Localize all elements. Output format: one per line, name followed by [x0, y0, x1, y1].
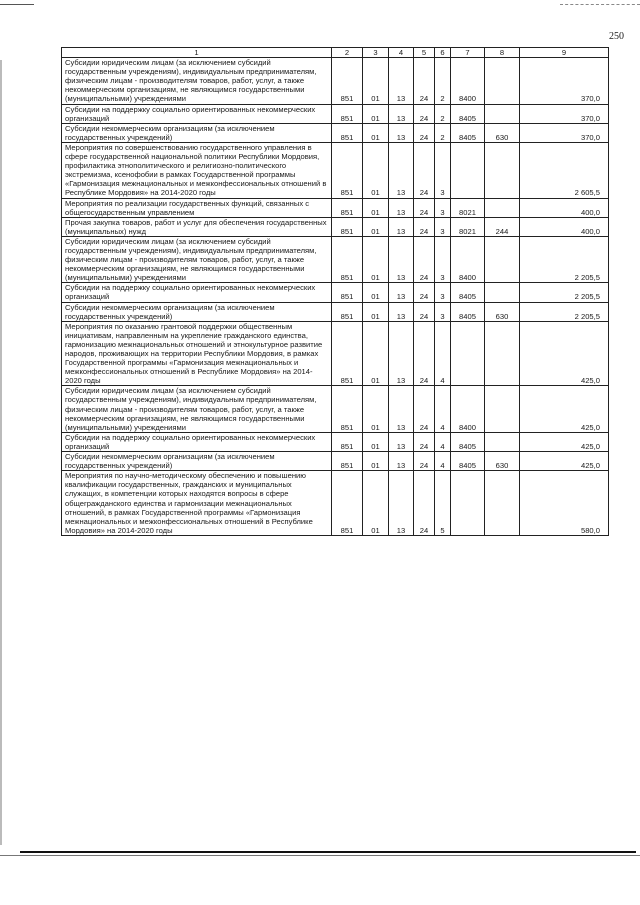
cell-target-code: 8405: [451, 302, 485, 321]
cell-program: 24: [414, 432, 435, 451]
cell-program: 24: [414, 58, 435, 104]
cell-target-code: [451, 471, 485, 536]
item-name: Субсидии на поддержку социально ориентированных некоммерческих организаций: [62, 283, 332, 302]
cell-target-code: 8400: [451, 386, 485, 432]
cell-subprogram: 3: [435, 236, 451, 282]
scan-artifact-line: [0, 4, 34, 5]
cell-subprogram: 4: [435, 452, 451, 471]
item-name: Субсидии на поддержку социально ориентированных некоммерческих организаций: [62, 432, 332, 451]
item-name: Прочая закупка товаров, работ и услуг для обеспечения государственных (муниципальных) нужд: [62, 217, 332, 236]
cell-subsection: 13: [389, 142, 414, 198]
cell-amount: 2 605,5: [520, 142, 609, 198]
cell-subprogram: 3: [435, 198, 451, 217]
column-header: 3: [363, 48, 389, 58]
table-row: [62, 471, 609, 536]
table-row: [62, 104, 609, 123]
cell-section: 01: [363, 283, 389, 302]
cell-program: 24: [414, 217, 435, 236]
cell-subprogram: 3: [435, 142, 451, 198]
cell-subsection: 13: [389, 283, 414, 302]
cell-admin-code: 851: [332, 58, 363, 104]
cell-amount: 425,0: [520, 452, 609, 471]
cell-target-code: [451, 142, 485, 198]
cell-target-code: 8400: [451, 236, 485, 282]
cell-section: 01: [363, 217, 389, 236]
cell-amount: 370,0: [520, 123, 609, 142]
table-row: [62, 432, 609, 451]
table-row: [62, 452, 609, 471]
cell-amount: 425,0: [520, 386, 609, 432]
cell-admin-code: 851: [332, 386, 363, 432]
cell-target-code: 8405: [451, 283, 485, 302]
cell-subsection: 13: [389, 123, 414, 142]
cell-expense-type: [485, 432, 520, 451]
column-header: 2: [332, 48, 363, 58]
cell-program: 24: [414, 452, 435, 471]
scan-bottom-edge: [20, 851, 636, 853]
cell-amount: 580,0: [520, 471, 609, 536]
cell-amount: 400,0: [520, 217, 609, 236]
column-header: 9: [520, 48, 609, 58]
item-name: Субсидии юридическим лицам (за исключением субсидий государственным учреждениям), индивидуальным предпринимателям, физическим лицам - производителям товаров, работ, услуг, а также некоммерческим организациям, не являющимся государственными (муниципальными) учреждениями: [62, 58, 332, 104]
cell-amount: 2 205,5: [520, 302, 609, 321]
cell-amount: 425,0: [520, 432, 609, 451]
cell-expense-type: [485, 471, 520, 536]
cell-expense-type: 630: [485, 302, 520, 321]
table-row: [62, 236, 609, 282]
cell-subprogram: 4: [435, 386, 451, 432]
cell-admin-code: 851: [332, 236, 363, 282]
cell-target-code: 8405: [451, 452, 485, 471]
cell-subprogram: 2: [435, 58, 451, 104]
item-name: Мероприятия по реализации государственных функций, связанных с общегосударственным управлением: [62, 198, 332, 217]
table-row: [62, 123, 609, 142]
cell-expense-type: [485, 283, 520, 302]
cell-program: 24: [414, 123, 435, 142]
cell-subsection: 13: [389, 452, 414, 471]
cell-section: 01: [363, 321, 389, 386]
cell-admin-code: 851: [332, 452, 363, 471]
cell-target-code: 8400: [451, 58, 485, 104]
cell-subprogram: 3: [435, 283, 451, 302]
cell-expense-type: [485, 142, 520, 198]
cell-admin-code: 851: [332, 123, 363, 142]
cell-subprogram: 4: [435, 432, 451, 451]
table-row: [62, 302, 609, 321]
table-row: [62, 198, 609, 217]
cell-program: 24: [414, 386, 435, 432]
item-name: Субсидии некоммерческим организациям (за исключением государственных учреждений): [62, 302, 332, 321]
cell-amount: 2 205,5: [520, 283, 609, 302]
cell-expense-type: [485, 236, 520, 282]
cell-expense-type: [485, 104, 520, 123]
column-header: 6: [435, 48, 451, 58]
cell-subprogram: 3: [435, 217, 451, 236]
cell-subsection: 13: [389, 236, 414, 282]
column-header: 7: [451, 48, 485, 58]
cell-program: 24: [414, 142, 435, 198]
cell-amount: 370,0: [520, 58, 609, 104]
table-row: [62, 142, 609, 198]
table-row: [62, 58, 609, 104]
cell-admin-code: 851: [332, 283, 363, 302]
cell-target-code: 8405: [451, 104, 485, 123]
item-name: Мероприятия по оказанию грантовой поддержки общественным инициативам, направленным на укрепление гражданского единства, гармонизацию межнациональных отношений и этнокультурное развитие народов, проживающих на территории Республики Мордовия, в рамках Государственной программы «Гармонизация межнациональных и межконфессиональных отношений в Республике Мордовия» на 2014-2020 годы: [62, 321, 332, 386]
cell-section: 01: [363, 471, 389, 536]
item-name: Субсидии юридическим лицам (за исключением субсидий государственным учреждениям), индивидуальным предпринимателям, физическим лицам - производителям товаров, работ, услуг, а также некоммерческим организациям, не являющимся государственными (муниципальными) учреждениями: [62, 236, 332, 282]
column-header: 1: [62, 48, 332, 58]
cell-section: 01: [363, 58, 389, 104]
cell-target-code: 8405: [451, 432, 485, 451]
table-row: [62, 283, 609, 302]
cell-subsection: 13: [389, 302, 414, 321]
page-number: 250: [609, 31, 624, 42]
cell-subsection: 13: [389, 321, 414, 386]
table-row: [62, 217, 609, 236]
cell-amount: 2 205,5: [520, 236, 609, 282]
column-header: 4: [389, 48, 414, 58]
cell-target-code: 8021: [451, 198, 485, 217]
cell-section: 01: [363, 386, 389, 432]
budget-table: [61, 47, 609, 536]
cell-target-code: [451, 321, 485, 386]
cell-admin-code: 851: [332, 321, 363, 386]
item-name: Субсидии на поддержку социально ориентированных некоммерческих организаций: [62, 104, 332, 123]
cell-amount: 370,0: [520, 104, 609, 123]
cell-subsection: 13: [389, 471, 414, 536]
cell-subsection: 13: [389, 386, 414, 432]
cell-target-code: 8405: [451, 123, 485, 142]
cell-admin-code: 851: [332, 432, 363, 451]
cell-admin-code: 851: [332, 104, 363, 123]
cell-section: 01: [363, 432, 389, 451]
cell-admin-code: 851: [332, 217, 363, 236]
cell-expense-type: [485, 321, 520, 386]
cell-expense-type: [485, 198, 520, 217]
cell-expense-type: [485, 58, 520, 104]
cell-program: 24: [414, 236, 435, 282]
item-name: Мероприятия по научно-методическому обеспечению и повышению квалификации государственных, гражданских и муниципальных служащих, в компетенции которых находятся вопросы в сфере общегражданского единства и гармонизации межнациональных отношений, в рамках Государственной программы «Гармонизация межнациональных и межконфессиональных отношений в Республике Мордовия» на 2014-2020 годы: [62, 471, 332, 536]
cell-program: 24: [414, 283, 435, 302]
cell-subsection: 13: [389, 58, 414, 104]
table-row: [62, 321, 609, 386]
cell-expense-type: 244: [485, 217, 520, 236]
cell-admin-code: 851: [332, 302, 363, 321]
cell-admin-code: 851: [332, 142, 363, 198]
cell-admin-code: 851: [332, 198, 363, 217]
cell-section: 01: [363, 452, 389, 471]
cell-expense-type: 630: [485, 452, 520, 471]
header-row: [62, 48, 609, 58]
column-header: 8: [485, 48, 520, 58]
cell-expense-type: [485, 386, 520, 432]
cell-subprogram: 2: [435, 123, 451, 142]
cell-section: 01: [363, 302, 389, 321]
column-header: 5: [414, 48, 435, 58]
cell-admin-code: 851: [332, 471, 363, 536]
cell-subsection: 13: [389, 104, 414, 123]
item-name: Субсидии некоммерческим организациям (за исключением государственных учреждений): [62, 123, 332, 142]
cell-program: 24: [414, 321, 435, 386]
item-name: Мероприятия по совершенствованию государственного управления в сфере государственной национальной политики Республики Мордовия, профилактика этнополитического и религиозно-политического экстремизма, ксенофобии в рамках Государственной программы «Гармонизация межнациональных и межконфессиональных отношений в Республике Мордовия» на 2014-2020 годы: [62, 142, 332, 198]
cell-program: 24: [414, 302, 435, 321]
cell-subprogram: 5: [435, 471, 451, 536]
cell-subprogram: 4: [435, 321, 451, 386]
cell-amount: 425,0: [520, 321, 609, 386]
cell-subsection: 13: [389, 217, 414, 236]
cell-section: 01: [363, 104, 389, 123]
item-name: Субсидии некоммерческим организациям (за исключением государственных учреждений): [62, 452, 332, 471]
cell-program: 24: [414, 471, 435, 536]
item-name: Субсидии юридическим лицам (за исключением субсидий государственным учреждениям), индивидуальным предпринимателям, физическим лицам - производителям товаров, работ, услуг, а также некоммерческим организациям, не являющимся государственными (муниципальными) учреждениями: [62, 386, 332, 432]
cell-section: 01: [363, 236, 389, 282]
cell-subprogram: 3: [435, 302, 451, 321]
cell-section: 01: [363, 198, 389, 217]
cell-subprogram: 2: [435, 104, 451, 123]
cell-section: 01: [363, 142, 389, 198]
cell-subsection: 13: [389, 432, 414, 451]
scan-artifact-line: [560, 4, 640, 5]
page-edge-shadow: [0, 60, 2, 845]
cell-program: 24: [414, 198, 435, 217]
cell-subsection: 13: [389, 198, 414, 217]
cell-amount: 400,0: [520, 198, 609, 217]
cell-target-code: 8021: [451, 217, 485, 236]
cell-program: 24: [414, 104, 435, 123]
cell-section: 01: [363, 123, 389, 142]
cell-expense-type: 630: [485, 123, 520, 142]
table-row: [62, 386, 609, 432]
scan-bottom-edge: [0, 855, 640, 856]
